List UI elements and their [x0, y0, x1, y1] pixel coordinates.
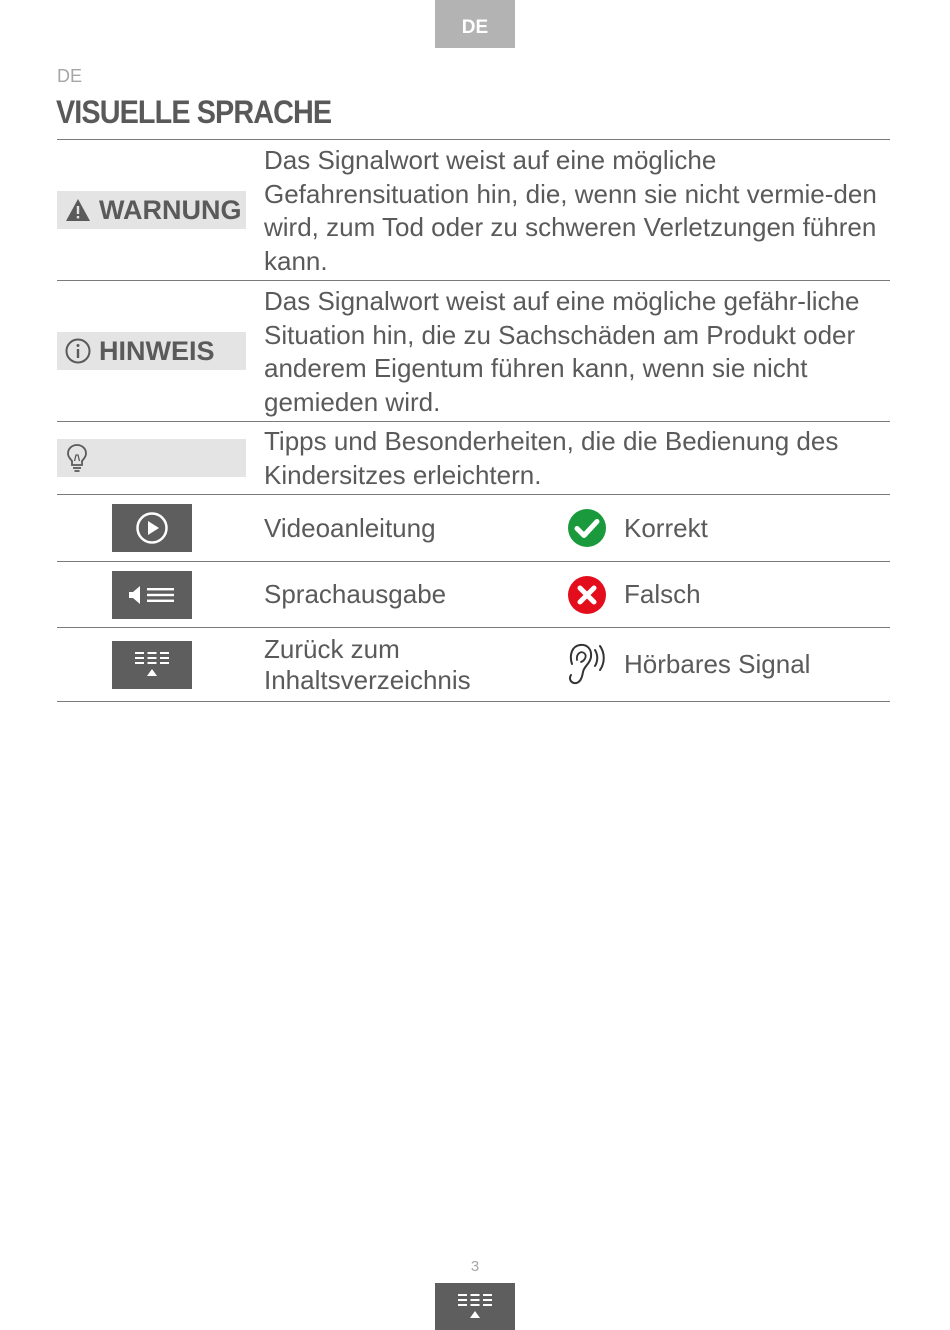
- checkmark-icon: [567, 508, 607, 548]
- correct-label: Korrekt: [624, 512, 708, 543]
- legend-row-tip: [57, 421, 890, 494]
- toc-label: Zurück zum Inhaltsverzeichnis: [264, 633, 471, 695]
- notice-label-text: HINWEIS: [99, 335, 215, 366]
- legend-row-toc: [57, 627, 890, 702]
- legend-row-warning: [57, 139, 890, 280]
- audio-label: Sprachausgabe: [264, 579, 447, 609]
- page-title: VISUELLE SPRACHE: [56, 94, 332, 130]
- language-tab[interactable]: DE: [435, 0, 515, 48]
- ear-icon: [564, 640, 610, 690]
- legend-row-video: [57, 494, 890, 561]
- visual-language-legend: [57, 139, 890, 702]
- wrong-label: Falsch: [624, 579, 701, 609]
- notice-description: Das Signalwort weist auf eine mögliche gefähr-liche Situation hin, die zu Sachschäden am Produkt oder anderem Eigentum führen kann, wenn sie nicht gemieden wird.: [264, 286, 860, 417]
- video-button[interactable]: [112, 504, 192, 552]
- toc-icon: [130, 649, 174, 681]
- legend-row-notice: [57, 280, 890, 421]
- lightbulb-icon: [65, 442, 89, 474]
- section-language-code: DE: [57, 66, 83, 86]
- notice-label: [57, 332, 246, 370]
- legend-row-audio: [57, 561, 890, 627]
- warning-description: Das Signalwort weist auf eine mögliche Gefahrensituation hin, die, wenn sie nicht vermie-den wird, zum Tod oder zu schweren Verletzungen führen kann.: [264, 145, 877, 276]
- tip-description: Tipps und Besonderheiten, die die Bedienung des Kindersitzes erleichtern.: [264, 426, 839, 490]
- toc-button[interactable]: [112, 641, 192, 689]
- warning-label: [57, 191, 246, 229]
- speaker-icon: [127, 584, 177, 606]
- audio-button[interactable]: [112, 571, 192, 619]
- tip-label: [57, 439, 246, 477]
- page-number: 3: [470, 1258, 480, 1275]
- audible-signal-label: Hörbares Signal: [624, 649, 811, 679]
- info-icon: [65, 338, 91, 364]
- toc-icon: [453, 1291, 497, 1323]
- warning-triangle-icon: [65, 198, 91, 222]
- cross-icon: [567, 575, 607, 615]
- warning-label-text: WARNUNG: [99, 194, 242, 225]
- toc-footer-button[interactable]: [435, 1283, 515, 1330]
- play-icon: [135, 511, 169, 545]
- video-label: Videoanleitung: [264, 512, 436, 543]
